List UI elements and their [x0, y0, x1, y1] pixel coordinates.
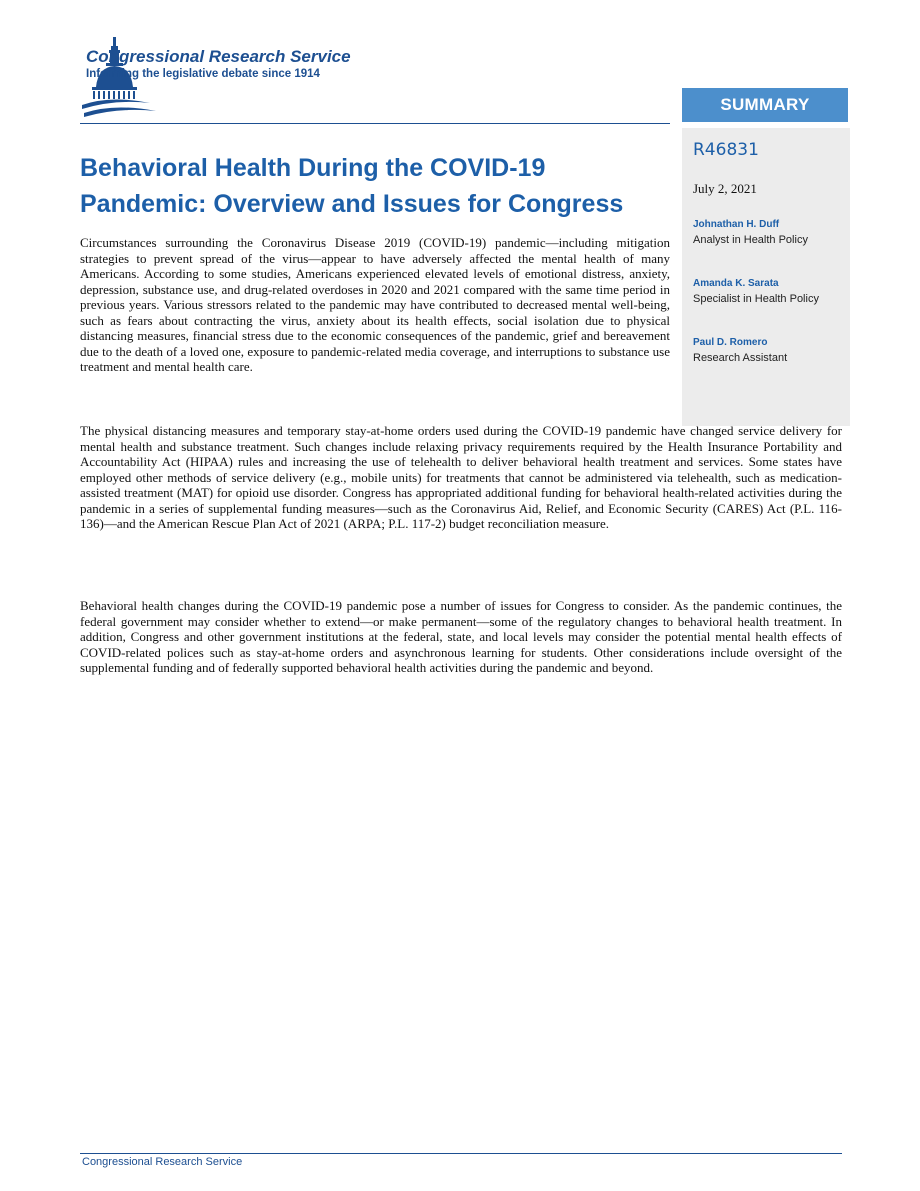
- author-title: Analyst in Health Policy: [693, 234, 808, 246]
- summary-paragraph-3: Behavioral health changes during the COVID-19 pandemic pose a number of issues for Congress to consider. As the pandemic continues, the federal government may consider whether to extend—or make permanent—some of the regulatory changes to behavioral health treatment. In addition, Congress and other government institutions at the federal, state, and local levels may consider the potential mental health effects of COVID-related polices such as stay-at-home orders and asynchronous learning for students. Other considerations include oversight of the supplemental funding and of federally supported behavioral health activities during the pandemic and beyond.: [80, 598, 842, 675]
- header-divider: [80, 123, 670, 124]
- report-number: R46831: [693, 140, 759, 160]
- footer-divider: [80, 1153, 842, 1154]
- author-name: Paul D. Romero: [693, 337, 768, 348]
- summary-paragraph-1: Circumstances surrounding the Coronavirus Disease 2019 (COVID-19) pandemic—including mitigation strategies to prevent spread of the virus—appear to have adversely affected the mental health of many Americans. According to some studies, Americans experienced elevated levels of emotional distress, anxiety, depression, substance use, and drug-related overdoses in 2020 and 2021 compared with the same time period in previous years. Various stressors related to the pandemic may have contributed to decreased mental well-being, such as fears about contracting the virus, anxiety about its health effects, social isolation due to physical distancing measures, financial stress due to the economic consequences of the pandemic, grief and bereavement due to the death of a loved one, exposure to pandemic-related media coverage, and interruptions to substance use treatment and mental health care.: [80, 235, 670, 374]
- title-line-2: Pandemic: Overview and Issues for Congress: [80, 190, 624, 218]
- author-title: Specialist in Health Policy: [693, 293, 819, 305]
- summary-tab: SUMMARY: [682, 88, 848, 122]
- author-title: Research Assistant: [693, 352, 788, 364]
- author-name: Johnathan H. Duff: [693, 219, 780, 230]
- author-2: [693, 276, 819, 307]
- author-1: [693, 217, 808, 248]
- page-title: [80, 150, 670, 222]
- report-date: July 2, 2021: [693, 181, 757, 196]
- author-3: [693, 335, 787, 366]
- org-name: Congressional Research Service: [86, 47, 351, 66]
- footer-org-name: Congressional Research Service: [82, 1156, 243, 1168]
- author-name: Amanda K. Sarata: [693, 278, 779, 289]
- summary-paragraph-2: The physical distancing measures and temporary stay-at-home orders used during the COVID-19 pandemic have changed service delivery for mental health and substance treatment. Such changes include relaxing privacy requirements required by the Health Insurance Portability and Accountability Act (HIPAA) rules and increasing the use of telehealth to deliver behavioral health treatment and services. Some states have employed other methods of service delivery (e.g., mobile units) for treatments that cannot be administered via telehealth, such as medication-assisted treatment (MAT) for opioid use disorder. Congress has appropriated additional funding for behavioral health-related activities during the pandemic in a series of supplemental funding measures—such as the Coronavirus Aid, Relief, and Economic Security (CARES) Act (P.L. 116-136)—and the American Rescue Plan Act of 2021 (ARPA; P.L. 117-2) budget reconciliation measure.: [80, 423, 842, 531]
- org-tagline: Informing the legislative debate since 1914: [86, 68, 320, 80]
- title-line-1: Behavioral Health During the COVID-19: [80, 154, 546, 182]
